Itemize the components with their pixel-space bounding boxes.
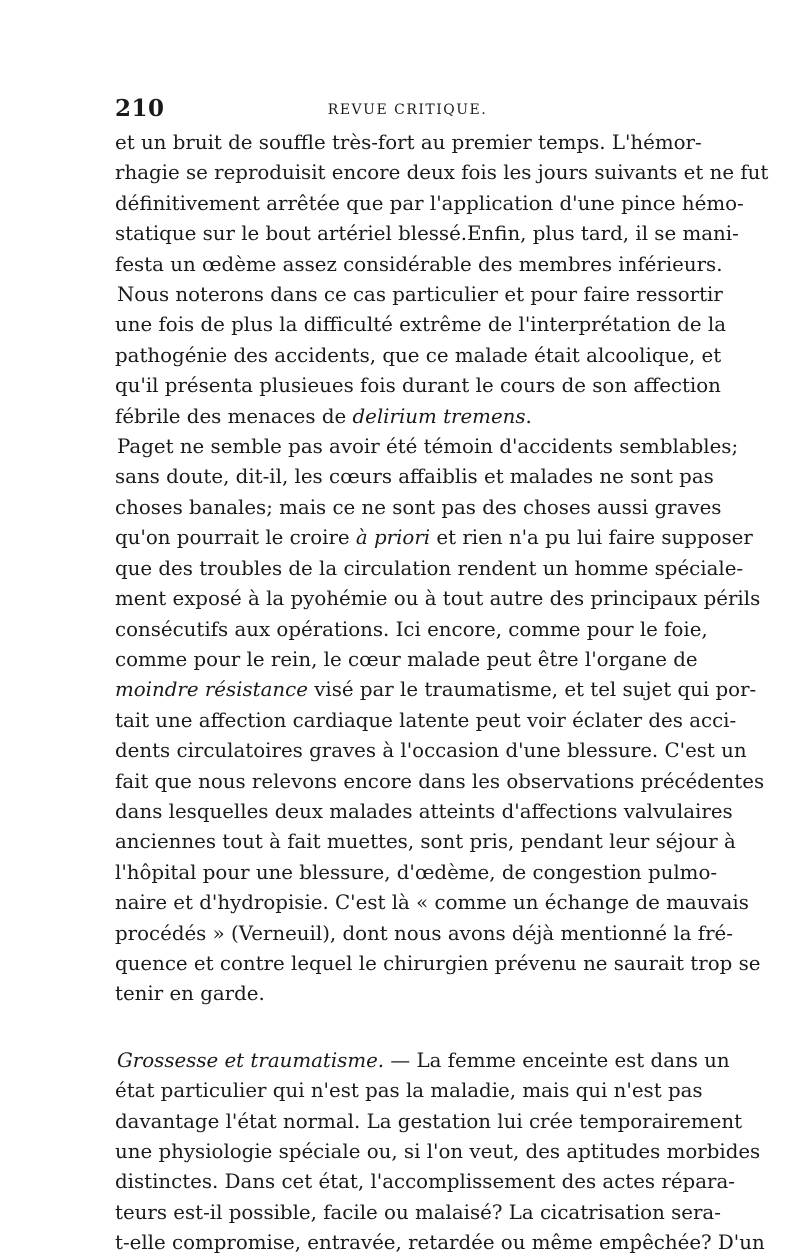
- italic-term: à priori: [355, 526, 431, 550]
- text-line: Paget ne semble pas avoir été témoin d'accidents semblables;: [117, 435, 739, 459]
- text-line: procédés » (Verneuil), dont nous avons déjà mentionné la fré-: [115, 921, 733, 945]
- paragraph-2: [115, 280, 727, 432]
- text-line: que des troubles de la circulation rendent un homme spéciale-: [115, 556, 744, 580]
- page-header: [115, 95, 700, 129]
- text-line: quence et contre lequel le chirurgien prévenu ne saurait trop se: [115, 951, 761, 975]
- text-run: qu'on pourrait le croire: [115, 526, 356, 550]
- text-line: une fois de plus la difficulté extrême de l'interprétation de la: [115, 313, 727, 337]
- text-line: définitivement arrêtée que par l'application d'une pince hémo-: [115, 191, 744, 215]
- text-line: teurs est-il possible, facile ou malaisé? La cicatrisation sera-: [115, 1200, 721, 1224]
- page-number: 210: [115, 95, 165, 122]
- text-line: choses banales; mais ce ne sont pas des choses aussi graves: [115, 495, 722, 519]
- paragraph-3: [115, 432, 765, 1010]
- text-run: et rien n'a pu lui faire supposer: [430, 526, 753, 550]
- text-line: t-elle compromise, entravée, retardée ou même empêchée? D'un: [115, 1231, 765, 1255]
- text-line: rhagie se reproduisit encore deux fois les jours suivants et ne fut: [115, 161, 769, 185]
- text-line: statique sur le bout artériel blessé.Enfin, plus tard, il se mani-: [115, 222, 739, 246]
- text-line: tenir en garde.: [115, 982, 265, 1006]
- text-line: davantage l'état normal. La gestation lui crée temporairement: [115, 1109, 743, 1133]
- text-line: qu'il présenta plusieues fois durant le cours de son affection: [115, 374, 721, 398]
- text-line: dans lesquelles deux malades atteints d'affections valvulaires: [115, 799, 733, 823]
- section-spacer: [115, 1010, 697, 1028]
- text-run: — La femme enceinte est dans un: [384, 1048, 730, 1072]
- running-head: REVUE CRITIQUE.: [327, 102, 488, 118]
- text-line: consécutifs aux opérations. Ici encore, comme pour le foie,: [115, 617, 708, 641]
- text-line: tait une affection cardiaque latente peut voir éclater des acci-: [115, 708, 737, 732]
- text-line: [115, 675, 757, 705]
- text-line: fait que nous relevons encore dans les observations précédentes: [115, 769, 765, 793]
- text-line: anciennes tout à fait muettes, sont pris, pendant leur séjour à: [115, 830, 736, 854]
- text-line: [115, 523, 753, 553]
- italic-term: delirium tremens: [352, 404, 526, 428]
- text-line: festa un œdème assez considérable des membres inférieurs.: [115, 252, 723, 276]
- text-run: fébrile des menaces de: [115, 404, 353, 428]
- text-line: sans doute, dit-il, les cœurs affaiblis et malades ne sont pas: [115, 465, 714, 489]
- text-line: comme pour le rein, le cœur malade peut être l'organe de: [115, 647, 698, 671]
- text-line: [115, 1046, 730, 1076]
- text-line: une physiologie spéciale ou, si l'on veut, des aptitudes morbides: [115, 1140, 761, 1163]
- text-line: ment exposé à la pyohémie ou à tout autre des principaux périls: [115, 587, 761, 611]
- text-line: distinctes. Dans cet état, l'accomplissement des actes répara-: [115, 1170, 735, 1194]
- text-line: pathogénie des accidents, que ce malade était alcoolique, et: [115, 343, 722, 367]
- italic-term: moindre résistance: [115, 678, 308, 702]
- text-line: [115, 402, 697, 432]
- section-title: Grossesse et traumatisme.: [117, 1048, 385, 1072]
- text-run: .: [525, 404, 532, 428]
- text-line: naire et d'hydropisie. C'est là « comme un échange de mauvais: [115, 891, 749, 915]
- text-line: l'hôpital pour une blessure, d'œdème, de congestion pulmo-: [115, 860, 718, 884]
- paragraph-4: [115, 1046, 765, 1259]
- text-line: dents circulatoires graves à l'occasion d'une blessure. C'est un: [115, 739, 747, 763]
- text-line: Nous noterons dans ce cas particulier et pour faire ressortir: [117, 283, 723, 307]
- text-line: état particulier qui n'est pas la maladie, mais qui n'est pas: [115, 1079, 703, 1103]
- section-spacer: [115, 1028, 697, 1046]
- paragraph-1: [115, 128, 769, 280]
- text-line: et un bruit de souffle très-fort au premier temps. L'hémor-: [115, 131, 702, 154]
- text-run: visé par le traumatisme, et tel sujet qui por-: [307, 678, 757, 702]
- body-text: [115, 128, 769, 1259]
